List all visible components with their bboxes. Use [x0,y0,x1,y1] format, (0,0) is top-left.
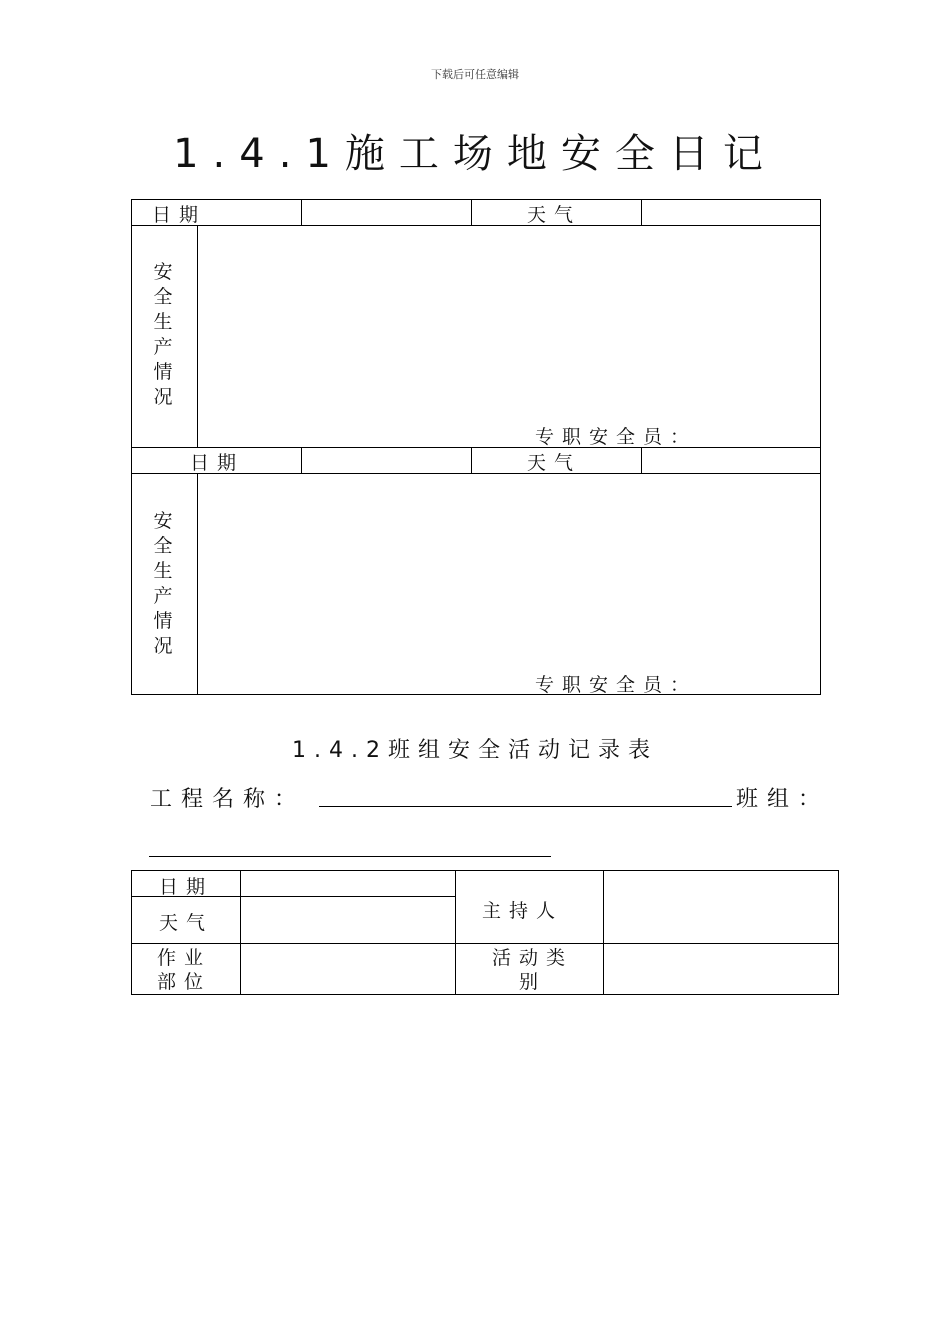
activity-category-label: 活动类别 [491,947,573,993]
weather-label: 天气 [527,452,582,474]
host-label: 主持人 [482,900,564,922]
project-name-label: 工程名称： [150,787,306,812]
page-title: 1.4.1施工场地安全日记 [173,131,777,177]
activity-weather-label: 天气 [159,912,214,934]
safety-status-cell[interactable] [198,474,820,669]
header-note: 下载后可任意编辑 [431,68,519,81]
host-cell[interactable] [604,871,838,943]
date-value-cell[interactable] [302,448,471,473]
work-location-cell[interactable] [241,944,455,994]
section-subtitle: 1.4.2班组安全活动记录表 [292,738,658,763]
team-underline[interactable] [149,856,551,857]
safety-officer-label: 专职安全员： [535,426,698,448]
safety-status-label: 安全生产情况 [153,510,173,657]
date-label: 日期 [190,452,245,474]
team-label: 班组： [736,787,830,812]
date-value-cell[interactable] [302,200,471,225]
safety-officer-label: 专职安全员： [535,674,698,696]
project-name-underline[interactable] [319,806,732,807]
activity-date-cell[interactable] [241,871,455,896]
weather-value-cell[interactable] [642,200,820,225]
activity-category-cell[interactable] [604,944,838,994]
activity-date-label: 日期 [159,876,214,898]
safety-status-label: 安全生产情况 [153,261,173,408]
activity-weather-cell[interactable] [241,897,455,943]
weather-label: 天气 [527,204,582,226]
weather-value-cell[interactable] [642,448,820,473]
work-location-label: 作业部位 [157,947,212,993]
date-label: 日期 [152,204,207,226]
safety-status-cell[interactable] [198,226,820,421]
